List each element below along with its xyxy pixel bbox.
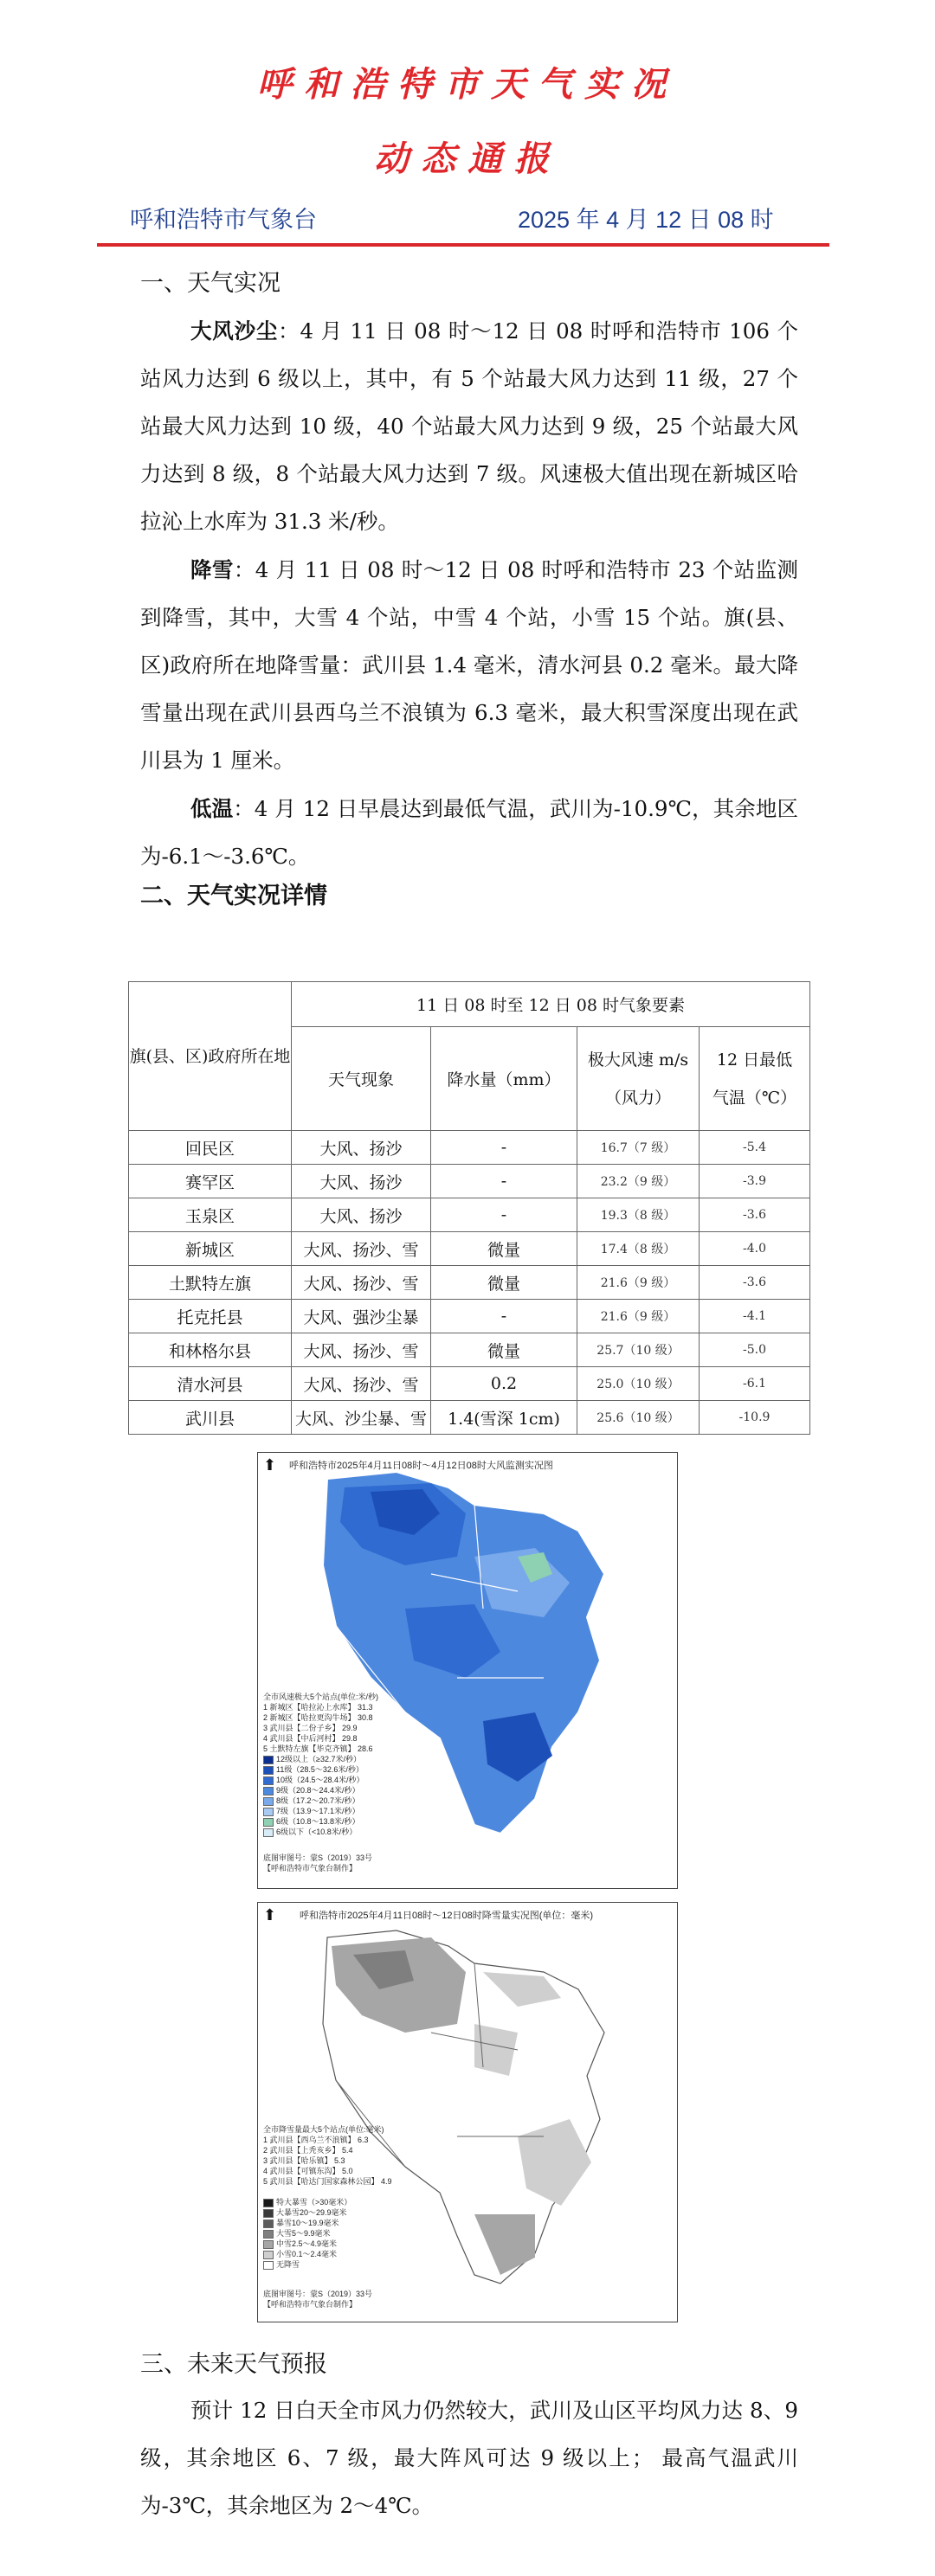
col-wind-header-b: （风力）	[604, 1088, 671, 1108]
wind-top5-item: 1 新城区【哈拉沁上水库】 31.3	[263, 1703, 373, 1712]
col-precip-header: 降水量（mm）	[431, 1027, 577, 1131]
header-divider	[97, 243, 829, 247]
legend-swatch	[263, 1818, 274, 1827]
snow-top5-item: 5 武川县【哈达门国家森林公园】 4.9	[263, 2177, 392, 2186]
snowfall-map	[257, 1902, 678, 2322]
legend-swatch	[263, 2261, 274, 2270]
legend-swatch	[263, 1797, 274, 1806]
snow-label: 降雪	[190, 557, 234, 582]
table-row	[129, 1300, 810, 1333]
table-row	[129, 1333, 810, 1367]
table-row	[129, 1232, 810, 1266]
snow-legend	[263, 2197, 351, 2270]
row-district: 武川县	[129, 1401, 292, 1435]
table-row	[129, 1367, 810, 1401]
col-district-header: 旗(县、区)政府所在地	[129, 982, 292, 1131]
legend-label: 9级（20.8～24.4米/秒）	[276, 1786, 360, 1795]
table-row	[129, 1165, 810, 1198]
row-precip: 微量	[431, 1232, 577, 1266]
table-group-header: 11 日 08 时至 12 日 08 时气象要素	[292, 982, 810, 1027]
row-wind: 17.4（8 级）	[577, 1232, 700, 1266]
row-temp: -5.0	[700, 1333, 810, 1367]
row-wind: 25.7（10 级）	[577, 1333, 700, 1367]
row-precip: 0.2	[431, 1367, 577, 1401]
row-weather: 大风、扬沙、雪	[292, 1266, 431, 1300]
wind-legend	[263, 1754, 364, 1837]
legend-label: 无降雪	[276, 2260, 300, 2269]
row-wind: 19.3（8 级）	[577, 1198, 700, 1232]
col-wind-header-a: 极大风速 m/s	[587, 1050, 689, 1070]
legend-swatch	[263, 1808, 274, 1816]
row-precip: -	[431, 1165, 577, 1198]
legend-label: 6级（10.8～13.8米/秒）	[276, 1817, 360, 1826]
row-temp: -6.1	[700, 1367, 810, 1401]
row-wind: 21.6（9 级）	[577, 1300, 700, 1333]
row-weather: 大风、沙尘暴、雪	[292, 1401, 431, 1435]
row-temp: -3.9	[700, 1165, 810, 1198]
row-wind: 23.2（9 级）	[577, 1165, 700, 1198]
low-temp-label: 低温	[190, 796, 234, 821]
legend-item	[263, 2197, 351, 2207]
wind-top5-item: 4 武川县【中后河村】 29.8	[263, 1734, 358, 1743]
wind-top5-item: 3 武川县【二份子乡】 29.9	[263, 1724, 358, 1732]
map-review-number: 底图审图号：蒙S（2019）33号	[263, 2290, 373, 2298]
legend-swatch	[263, 2199, 274, 2207]
row-temp: -3.6	[700, 1198, 810, 1232]
legend-label: 12级以上（≥32.7米/秒）	[276, 1755, 361, 1763]
legend-item	[263, 2249, 351, 2259]
legend-label: 小雪0.1～2.4毫米	[276, 2250, 338, 2258]
legend-label: 大雪5～9.9毫米	[276, 2229, 331, 2238]
row-temp: -3.6	[700, 1266, 810, 1300]
row-district: 土默特左旗	[129, 1266, 292, 1300]
col-temp-header	[700, 1027, 810, 1131]
snow-top5-title: 全市降雪量最大5个站点(单位:毫米)	[263, 2125, 384, 2134]
row-weather: 大风、强沙尘暴	[292, 1300, 431, 1333]
row-weather: 大风、扬沙、雪	[292, 1232, 431, 1266]
section2-heading: 二、天气实况详情	[140, 883, 327, 909]
low-temp-paragraph	[140, 785, 798, 880]
row-wind: 25.0（10 级）	[577, 1367, 700, 1401]
report-title-line1: 呼和浩特市天气实况	[257, 64, 678, 105]
wind-top5-item: 2 新城区【哈拉更沟牛场】 30.8	[263, 1713, 373, 1722]
forecast-paragraph: 预计 12 日白天全市风力仍然较大，武川及山区平均风力达 8、9 级，其余地区 6、7 级，最大阵风可达 9 级以上； 最高气温武川为-3℃，其余地区为 2～4℃。	[140, 2398, 798, 2518]
wind-dust-label: 大风沙尘	[190, 318, 279, 344]
snow-map-title: 呼和浩特市2025年4月11日08时～12日08时降雪量实况图(单位：毫米)	[300, 1911, 594, 1921]
legend-label: 11级（28.5～32.6米/秒）	[276, 1765, 364, 1774]
north-arrow-icon: ⬆	[263, 1456, 277, 1474]
wind-map-footer	[263, 1853, 372, 1873]
legend-label: 8级（17.2～20.7米/秒）	[276, 1796, 360, 1805]
row-district: 和林格尔县	[129, 1333, 292, 1367]
row-district: 新城区	[129, 1232, 292, 1266]
legend-label: 暴雪10～19.9毫米	[276, 2219, 339, 2227]
row-weather: 大风、扬沙、雪	[292, 1333, 431, 1367]
table-row	[129, 1198, 810, 1232]
row-district: 赛罕区	[129, 1165, 292, 1198]
section1-heading: 一、天气实况	[140, 270, 280, 297]
snow-top5-item: 1 武川县【西乌兰不浪镇】 6.3	[263, 2136, 369, 2144]
legend-swatch	[263, 1766, 274, 1775]
snow-map-footer	[263, 2289, 372, 2309]
low-temp-text: ：4 月 12 日早晨达到最低气温，武川为-10.9℃，其余地区为-6.1～-3.6℃。	[140, 796, 798, 869]
row-district: 托克托县	[129, 1300, 292, 1333]
legend-label: 中雪2.5～4.9毫米	[276, 2239, 338, 2248]
issuing-office: 呼和浩特市气象台	[130, 207, 317, 233]
col-wind-header	[577, 1027, 700, 1131]
table-row	[129, 1131, 810, 1165]
row-district: 玉泉区	[129, 1198, 292, 1232]
legend-swatch	[263, 1756, 274, 1764]
snow-text: ：4 月 11 日 08 时～12 日 08 时呼和浩特市 23 个站监测到降雪，其中，大雪 4 个站，中雪 4 个站，小雪 15 个站。旗(县、区)政府所在地降雪量：武川县 1.4 毫米，清水河县 0.2 毫米。最大降雪量出现在武川县西乌兰不浪镇为 6.3 毫米，最大积雪深度出现在武川县为 1 厘米。	[140, 557, 799, 773]
legend-item	[263, 1816, 364, 1827]
snow-top5-item: 4 武川县【可镇东沟】 5.0	[263, 2167, 353, 2175]
legend-swatch	[263, 2240, 274, 2249]
row-wind: 25.6（10 级）	[577, 1401, 700, 1435]
row-weather: 大风、扬沙	[292, 1198, 431, 1232]
row-temp: -4.1	[700, 1300, 810, 1333]
row-precip: 1.4(雪深 1cm)	[431, 1401, 577, 1435]
legend-item	[263, 1775, 364, 1785]
weather-elements-table	[128, 981, 810, 1435]
snow-paragraph	[140, 546, 798, 784]
col-weather-header: 天气现象	[292, 1027, 431, 1131]
legend-label: 10级（24.5～28.4米/秒）	[276, 1776, 364, 1784]
legend-swatch	[263, 1828, 274, 1837]
legend-label: 特大暴雪（>30毫米）	[276, 2198, 352, 2207]
wind-dust-paragraph	[140, 307, 798, 545]
row-wind: 16.7（7 级）	[577, 1131, 700, 1165]
row-weather: 大风、扬沙、雪	[292, 1367, 431, 1401]
legend-item	[263, 1764, 364, 1775]
legend-item	[263, 2239, 351, 2249]
wind-top5-title: 全市风速极大5个站点(单位:米/秒)	[263, 1693, 379, 1701]
table-row	[129, 1266, 810, 1300]
wind-top5-list	[263, 1692, 378, 1754]
issue-date: 2025 年 4 月 12 日 08 时	[518, 207, 774, 233]
legend-item	[263, 1785, 364, 1795]
map-maker: 【呼和浩特市气象台制作】	[263, 1864, 358, 1873]
row-wind: 21.6（9 级）	[577, 1266, 700, 1300]
legend-swatch	[263, 2230, 274, 2239]
wind-top5-item: 5 土默特左旗【毕克齐镇】 28.6	[263, 1744, 373, 1753]
wind-map-title: 呼和浩特市2025年4月11日08时～4月12日08时大风监测实况图	[289, 1461, 553, 1471]
row-temp: -4.0	[700, 1232, 810, 1266]
row-temp: -10.9	[700, 1401, 810, 1435]
legend-swatch	[263, 1776, 274, 1785]
col-temp-header-a: 12 日最低	[716, 1050, 793, 1070]
snow-top5-item: 2 武川县【上秃亥乡】 5.4	[263, 2146, 353, 2155]
legend-item	[263, 2207, 351, 2218]
legend-item	[263, 1806, 364, 1816]
legend-item	[263, 2259, 351, 2270]
map-review-number: 底图审图号：蒙S（2019）33号	[263, 1853, 373, 1862]
report-title-line2: 动态通报	[374, 138, 561, 179]
row-precip: -	[431, 1300, 577, 1333]
row-precip: -	[431, 1198, 577, 1232]
legend-label: 7级（13.9～17.1米/秒）	[276, 1807, 360, 1815]
snow-top5-list	[263, 2124, 392, 2187]
row-weather: 大风、扬沙	[292, 1131, 431, 1165]
legend-swatch	[263, 2219, 274, 2228]
row-precip: -	[431, 1131, 577, 1165]
row-district: 回民区	[129, 1131, 292, 1165]
legend-swatch	[263, 2209, 274, 2218]
map-maker: 【呼和浩特市气象台制作】	[263, 2300, 358, 2309]
row-precip: 微量	[431, 1333, 577, 1367]
legend-item	[263, 2218, 351, 2228]
legend-item	[263, 1795, 364, 1806]
legend-swatch	[263, 1787, 274, 1795]
row-temp: -5.4	[700, 1131, 810, 1165]
legend-item	[263, 1827, 364, 1837]
legend-item	[263, 2228, 351, 2239]
row-precip: 微量	[431, 1266, 577, 1300]
legend-swatch	[263, 2251, 274, 2259]
legend-label: 6级以下（<10.8米/秒）	[276, 1828, 358, 1836]
legend-item	[263, 1754, 364, 1764]
row-district: 清水河县	[129, 1367, 292, 1401]
row-weather: 大风、扬沙	[292, 1165, 431, 1198]
wind-monitoring-map	[257, 1452, 678, 1889]
legend-label: 大暴雪20～29.9毫米	[276, 2208, 347, 2217]
snow-top5-item: 3 武川县【哈乐镇】 5.3	[263, 2156, 345, 2165]
north-arrow-icon: ⬆	[263, 1906, 277, 1924]
table-row	[129, 1401, 810, 1435]
section3-heading: 三、未来天气预报	[140, 2351, 327, 2378]
wind-dust-text: ：4 月 11 日 08 时～12 日 08 时呼和浩特市 106 个站风力达到 6 级以上，其中，有 5 个站最大风力达到 11 级，27 个站最大风力达到 10 级，40 个站最大风力达到 9 级，25 个站最大风力达到 8 级，8 个站最大风力达到 7 级。风速极大值出现在新城区哈拉沁上水库为 31.3 米/秒。	[140, 318, 798, 534]
col-temp-header-b: 气温（℃）	[712, 1088, 797, 1108]
